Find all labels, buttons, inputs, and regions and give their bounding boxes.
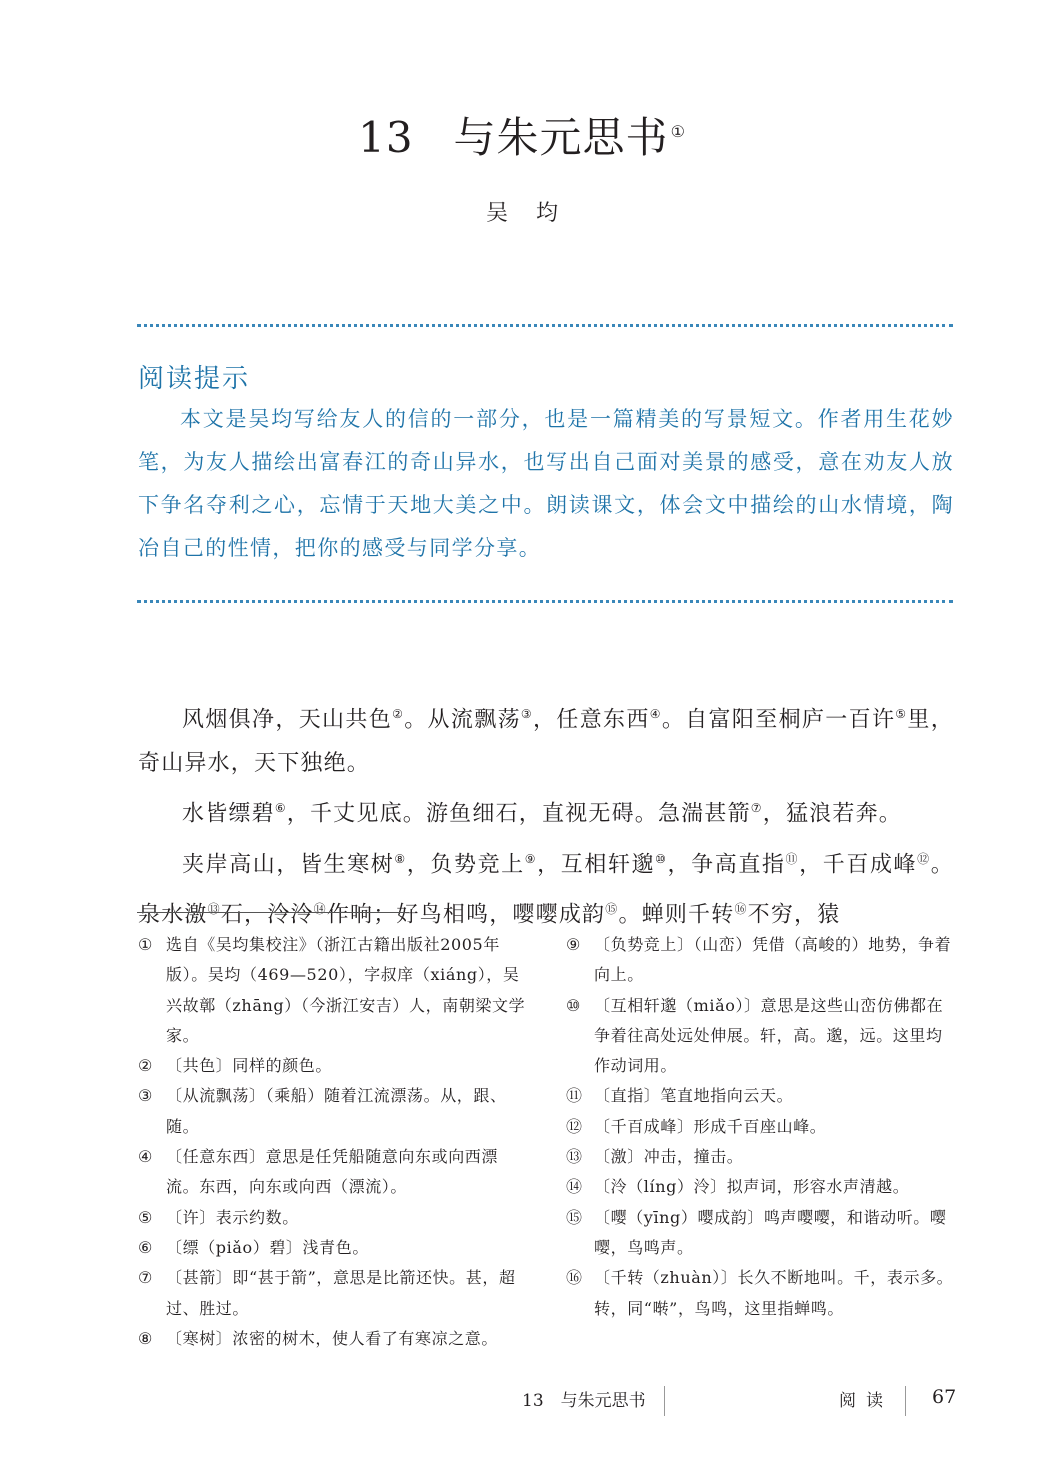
note-mark: ⑥ xyxy=(274,801,287,816)
text-run: ，千百成峰 xyxy=(799,851,918,877)
footnote xyxy=(566,1081,958,1111)
footnote xyxy=(566,1142,958,1172)
footnote-text: 〔嘤（yīng）嘤成韵〕鸣声嘤嘤，和谐动听。嘤嘤，鸟鸣声。 xyxy=(594,1207,947,1257)
footnote-number: ⑭ xyxy=(566,1177,583,1197)
footnote-text: 〔互相轩邈（miǎo）〕意思是这些山峦仿佛都在争着往高处远处伸展。轩，高。邈，远。这里均作动词用。 xyxy=(594,995,944,1076)
title-note-mark: ① xyxy=(670,122,686,141)
footnote-number: ④ xyxy=(138,1147,153,1167)
main-text xyxy=(138,692,954,937)
divider-bottom xyxy=(137,600,953,603)
footnote xyxy=(138,1324,530,1354)
reading-hint-text: 本文是吴均写给友人的信的一部分，也是一篇精美的写景短文。作者用生花妙笔，为友人描绘出富春江的奇山异水，也写出自己面对美景的感受，意在劝友人放下争名夺利之心，忘情于天地大美之中。朗读课文，体会文中描绘的山水情境，陶冶自己的性情，把你的感受与同学分享。 xyxy=(138,407,954,560)
text-run: ，负势竞上 xyxy=(406,851,525,877)
text-run: 作响；好鸟相鸣，嘤嘤成韵 xyxy=(326,902,606,928)
footer-separator xyxy=(664,1386,665,1416)
lesson-title xyxy=(0,106,1044,164)
divider-top xyxy=(137,324,953,327)
note-mark: ⑪ xyxy=(785,851,800,866)
footnote-text: 〔任意东西〕意思是任凭船随意向东或向西漂流。东西，向东或向西（漂流）。 xyxy=(166,1147,499,1197)
text-run: 不穷，猿 xyxy=(747,902,841,928)
footnote-number: ⑩ xyxy=(566,995,581,1015)
footer-section: 阅读 xyxy=(839,1391,893,1411)
footnote-number: ③ xyxy=(138,1086,153,1106)
note-mark: ④ xyxy=(649,707,662,721)
footnotes-left xyxy=(138,930,530,1354)
text-run: 。自富阳至桐庐一百许 xyxy=(661,707,896,733)
footnote-number: ② xyxy=(138,1056,153,1076)
text-run: 。泉水激 xyxy=(138,851,954,928)
text-run: 石，泠泠 xyxy=(220,902,314,928)
note-mark: ⑧ xyxy=(394,851,407,866)
footnote-number: ⑤ xyxy=(138,1207,153,1227)
footnote-text: 〔许〕表示约数。 xyxy=(166,1207,299,1227)
note-mark: ⑬ xyxy=(207,901,221,916)
footnote-text: 〔泠（líng）泠〕拟声词，形容水声清越。 xyxy=(594,1177,910,1197)
note-mark: ⑤ xyxy=(895,707,908,721)
note-mark: ② xyxy=(392,707,405,721)
lesson-title-text: 与朱元思书 xyxy=(453,113,669,162)
note-mark: ⑫ xyxy=(917,851,931,866)
footnote-rule xyxy=(137,912,409,913)
text-run: 风烟俱净，天山共色 xyxy=(182,707,393,733)
paragraph xyxy=(138,837,954,938)
footnote-number: ① xyxy=(138,935,153,954)
paragraph xyxy=(138,786,954,836)
note-mark: ⑨ xyxy=(524,851,538,866)
note-mark: ⑩ xyxy=(655,851,668,866)
footnote xyxy=(138,1203,530,1233)
footnote-number: ⑯ xyxy=(566,1268,583,1288)
text-run: 里，奇山异水，天下独绝。 xyxy=(138,707,954,777)
footnote-number: ⑪ xyxy=(566,1086,583,1106)
footnote xyxy=(138,1233,530,1263)
text-run: 。蝉则千转 xyxy=(618,902,735,928)
note-mark: ⑭ xyxy=(313,901,327,916)
reading-hint-heading: 阅读提示 xyxy=(138,364,251,394)
footnote-text: 〔甚箭〕即“甚于箭”，意思是比箭还快。甚，超过、胜过。 xyxy=(166,1268,516,1318)
footnote-text: 〔寒树〕浓密的树木，使人看了有寒凉之意。 xyxy=(166,1328,499,1348)
footnote xyxy=(138,930,530,1051)
footnote-text: 〔共色〕同样的颜色。 xyxy=(166,1056,333,1076)
footnote xyxy=(566,991,958,1082)
footnote-text: 〔负势竞上〕（山峦）凭借（高峻的）地势，争着向上。 xyxy=(594,935,952,985)
footnote xyxy=(566,1203,958,1264)
footnote-text: 〔直指〕笔直地指向云天。 xyxy=(594,1086,794,1106)
text-run: ，猛浪若奔。 xyxy=(762,801,902,827)
footnote xyxy=(138,1051,530,1081)
footnote xyxy=(566,1172,958,1202)
footnote-number: ⑨ xyxy=(566,935,581,954)
footnote xyxy=(566,930,958,991)
text-run: 水皆缥碧 xyxy=(182,801,275,827)
footnote xyxy=(138,1142,530,1203)
footnote xyxy=(138,1081,530,1142)
footnote-number: ⑫ xyxy=(566,1116,583,1136)
footnote-text: 〔从流飘荡〕（乘船）随着江流漂荡。从，跟、随。 xyxy=(166,1086,507,1136)
footnote-text: 〔千百成峰〕形成千百座山峰。 xyxy=(594,1116,827,1136)
footnote-text: 〔激〕冲击，撞击。 xyxy=(594,1147,744,1167)
footnote-text: 〔千转（zhuàn）〕长久不断地叫。千，表示多。转，同“啭”，鸟鸣，这里指蝉鸣。 xyxy=(594,1268,954,1318)
note-mark: ③ xyxy=(520,707,534,721)
footnote xyxy=(138,1263,530,1324)
footnote-text: 选自《吴均集校注》（浙江古籍出版社2005年版）。吴均（469—520），字叔庠（xiáng），吴兴故鄣（zhāng）（今浙江安吉）人，南朝梁文学家。 xyxy=(166,935,526,1045)
text-run: 。从流飘荡 xyxy=(404,707,521,733)
footnote-number: ⑥ xyxy=(138,1237,153,1257)
note-mark: ⑮ xyxy=(605,901,619,916)
footnote xyxy=(566,1112,958,1142)
footnote-number: ⑧ xyxy=(138,1328,153,1348)
footer-lesson: 13 与朱元思书 xyxy=(522,1391,646,1411)
lesson-number: 13 xyxy=(358,113,414,162)
note-mark: ⑯ xyxy=(734,901,748,916)
author: 吴均 xyxy=(485,201,586,226)
text-run: ，任意东西 xyxy=(533,707,650,733)
footnotes-right xyxy=(566,930,958,1324)
text-run: ，争高直指 xyxy=(667,851,786,877)
footnote xyxy=(566,1263,958,1324)
note-mark: ⑦ xyxy=(750,801,763,816)
text-run: ，互相轩邈 xyxy=(537,851,656,877)
footnote-number: ⑬ xyxy=(566,1147,583,1167)
text-run: 夹岸高山，皆生寒树 xyxy=(182,851,395,877)
paragraph xyxy=(138,692,954,786)
footer-separator xyxy=(905,1386,906,1416)
text-run: ，千丈见底。游鱼细石，直视无碍。急湍甚箭 xyxy=(286,801,751,827)
footnote-number: ⑮ xyxy=(566,1207,583,1227)
page-number: 67 xyxy=(932,1386,957,1408)
footnote-text: 〔缥（piǎo）碧〕浅青色。 xyxy=(166,1237,369,1257)
footnote-number: ⑦ xyxy=(138,1268,153,1288)
